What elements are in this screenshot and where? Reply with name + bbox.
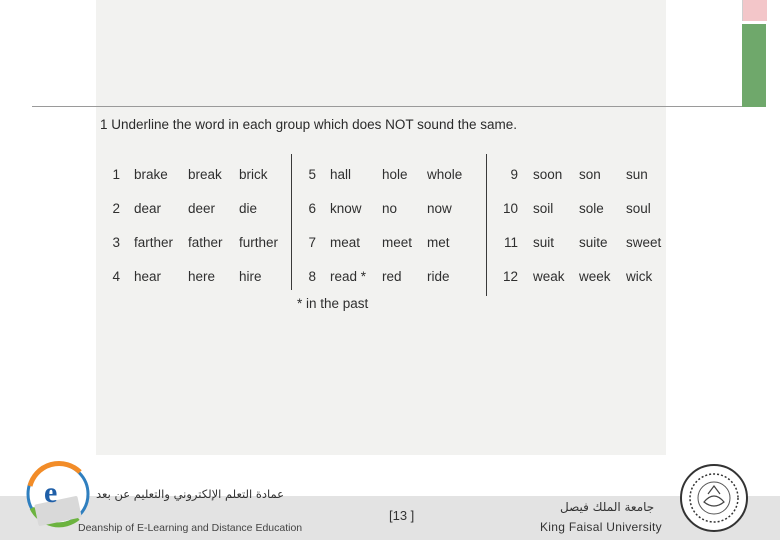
group-number: 11 — [503, 235, 518, 250]
word: brake — [134, 167, 168, 182]
word: sweet — [626, 235, 662, 250]
group-number: 5 — [308, 167, 316, 182]
word: whole — [427, 167, 463, 182]
word: hire — [239, 269, 262, 284]
word: break — [188, 167, 222, 182]
word: hole — [382, 167, 408, 182]
word: brick — [239, 167, 268, 182]
word: meet — [382, 235, 413, 250]
footer-right-english: King Faisal University — [540, 520, 662, 534]
word: dear — [134, 201, 162, 216]
group-number: 3 — [112, 235, 120, 250]
group-number: 4 — [112, 269, 120, 284]
word: met — [427, 235, 450, 250]
word: suit — [533, 235, 555, 250]
header-divider — [32, 106, 742, 107]
word: red — [382, 269, 402, 284]
word: hall — [330, 167, 352, 182]
word: read * — [330, 269, 367, 284]
word: sole — [579, 201, 604, 216]
word: here — [188, 269, 216, 284]
scanned-exercise-area — [96, 0, 666, 455]
word: deer — [188, 201, 216, 216]
group-number: 12 — [502, 269, 518, 284]
word: soul — [626, 201, 651, 216]
group-number: 8 — [308, 269, 316, 284]
footer-right-arabic: جامعة الملك فيصل — [560, 500, 655, 514]
word: ride — [427, 269, 450, 284]
word: meat — [330, 235, 361, 250]
group-number: 9 — [510, 167, 518, 182]
column-separator — [291, 154, 292, 290]
word: further — [239, 235, 279, 250]
group-number: 10 — [502, 201, 518, 216]
word: now — [427, 201, 452, 216]
group-number: 1 — [112, 167, 120, 182]
word: soon — [533, 167, 563, 182]
footer-left-english: Deanship of E-Learning and Distance Education — [78, 522, 303, 534]
word: soil — [533, 201, 554, 216]
word: suite — [579, 235, 608, 250]
group-number: 7 — [308, 235, 316, 250]
column-separator — [486, 154, 487, 296]
svg-text:e: e — [44, 476, 58, 509]
group-number: 2 — [112, 201, 120, 216]
accent-bar-green — [742, 24, 766, 107]
footnote: * in the past — [297, 296, 369, 311]
word: hear — [134, 269, 162, 284]
word: weak — [533, 269, 565, 284]
word: no — [382, 201, 398, 216]
university-seal-icon — [678, 462, 750, 534]
footer-left-arabic: عمادة التعلم الإلكتروني والتعليم عن بعد — [96, 487, 284, 501]
word: sun — [626, 167, 648, 182]
word: die — [239, 201, 258, 216]
word: son — [579, 167, 601, 182]
word: wick — [626, 269, 653, 284]
exercise-instruction: 1 Underline the word in each group which does NOT sound the same. — [100, 117, 517, 132]
word: farther — [134, 235, 174, 250]
word: know — [330, 201, 362, 216]
page-number: [13 ] — [389, 508, 415, 523]
word: week — [579, 269, 611, 284]
group-number: 6 — [308, 201, 316, 216]
accent-bar-pink — [742, 0, 767, 21]
word: father — [188, 235, 223, 250]
